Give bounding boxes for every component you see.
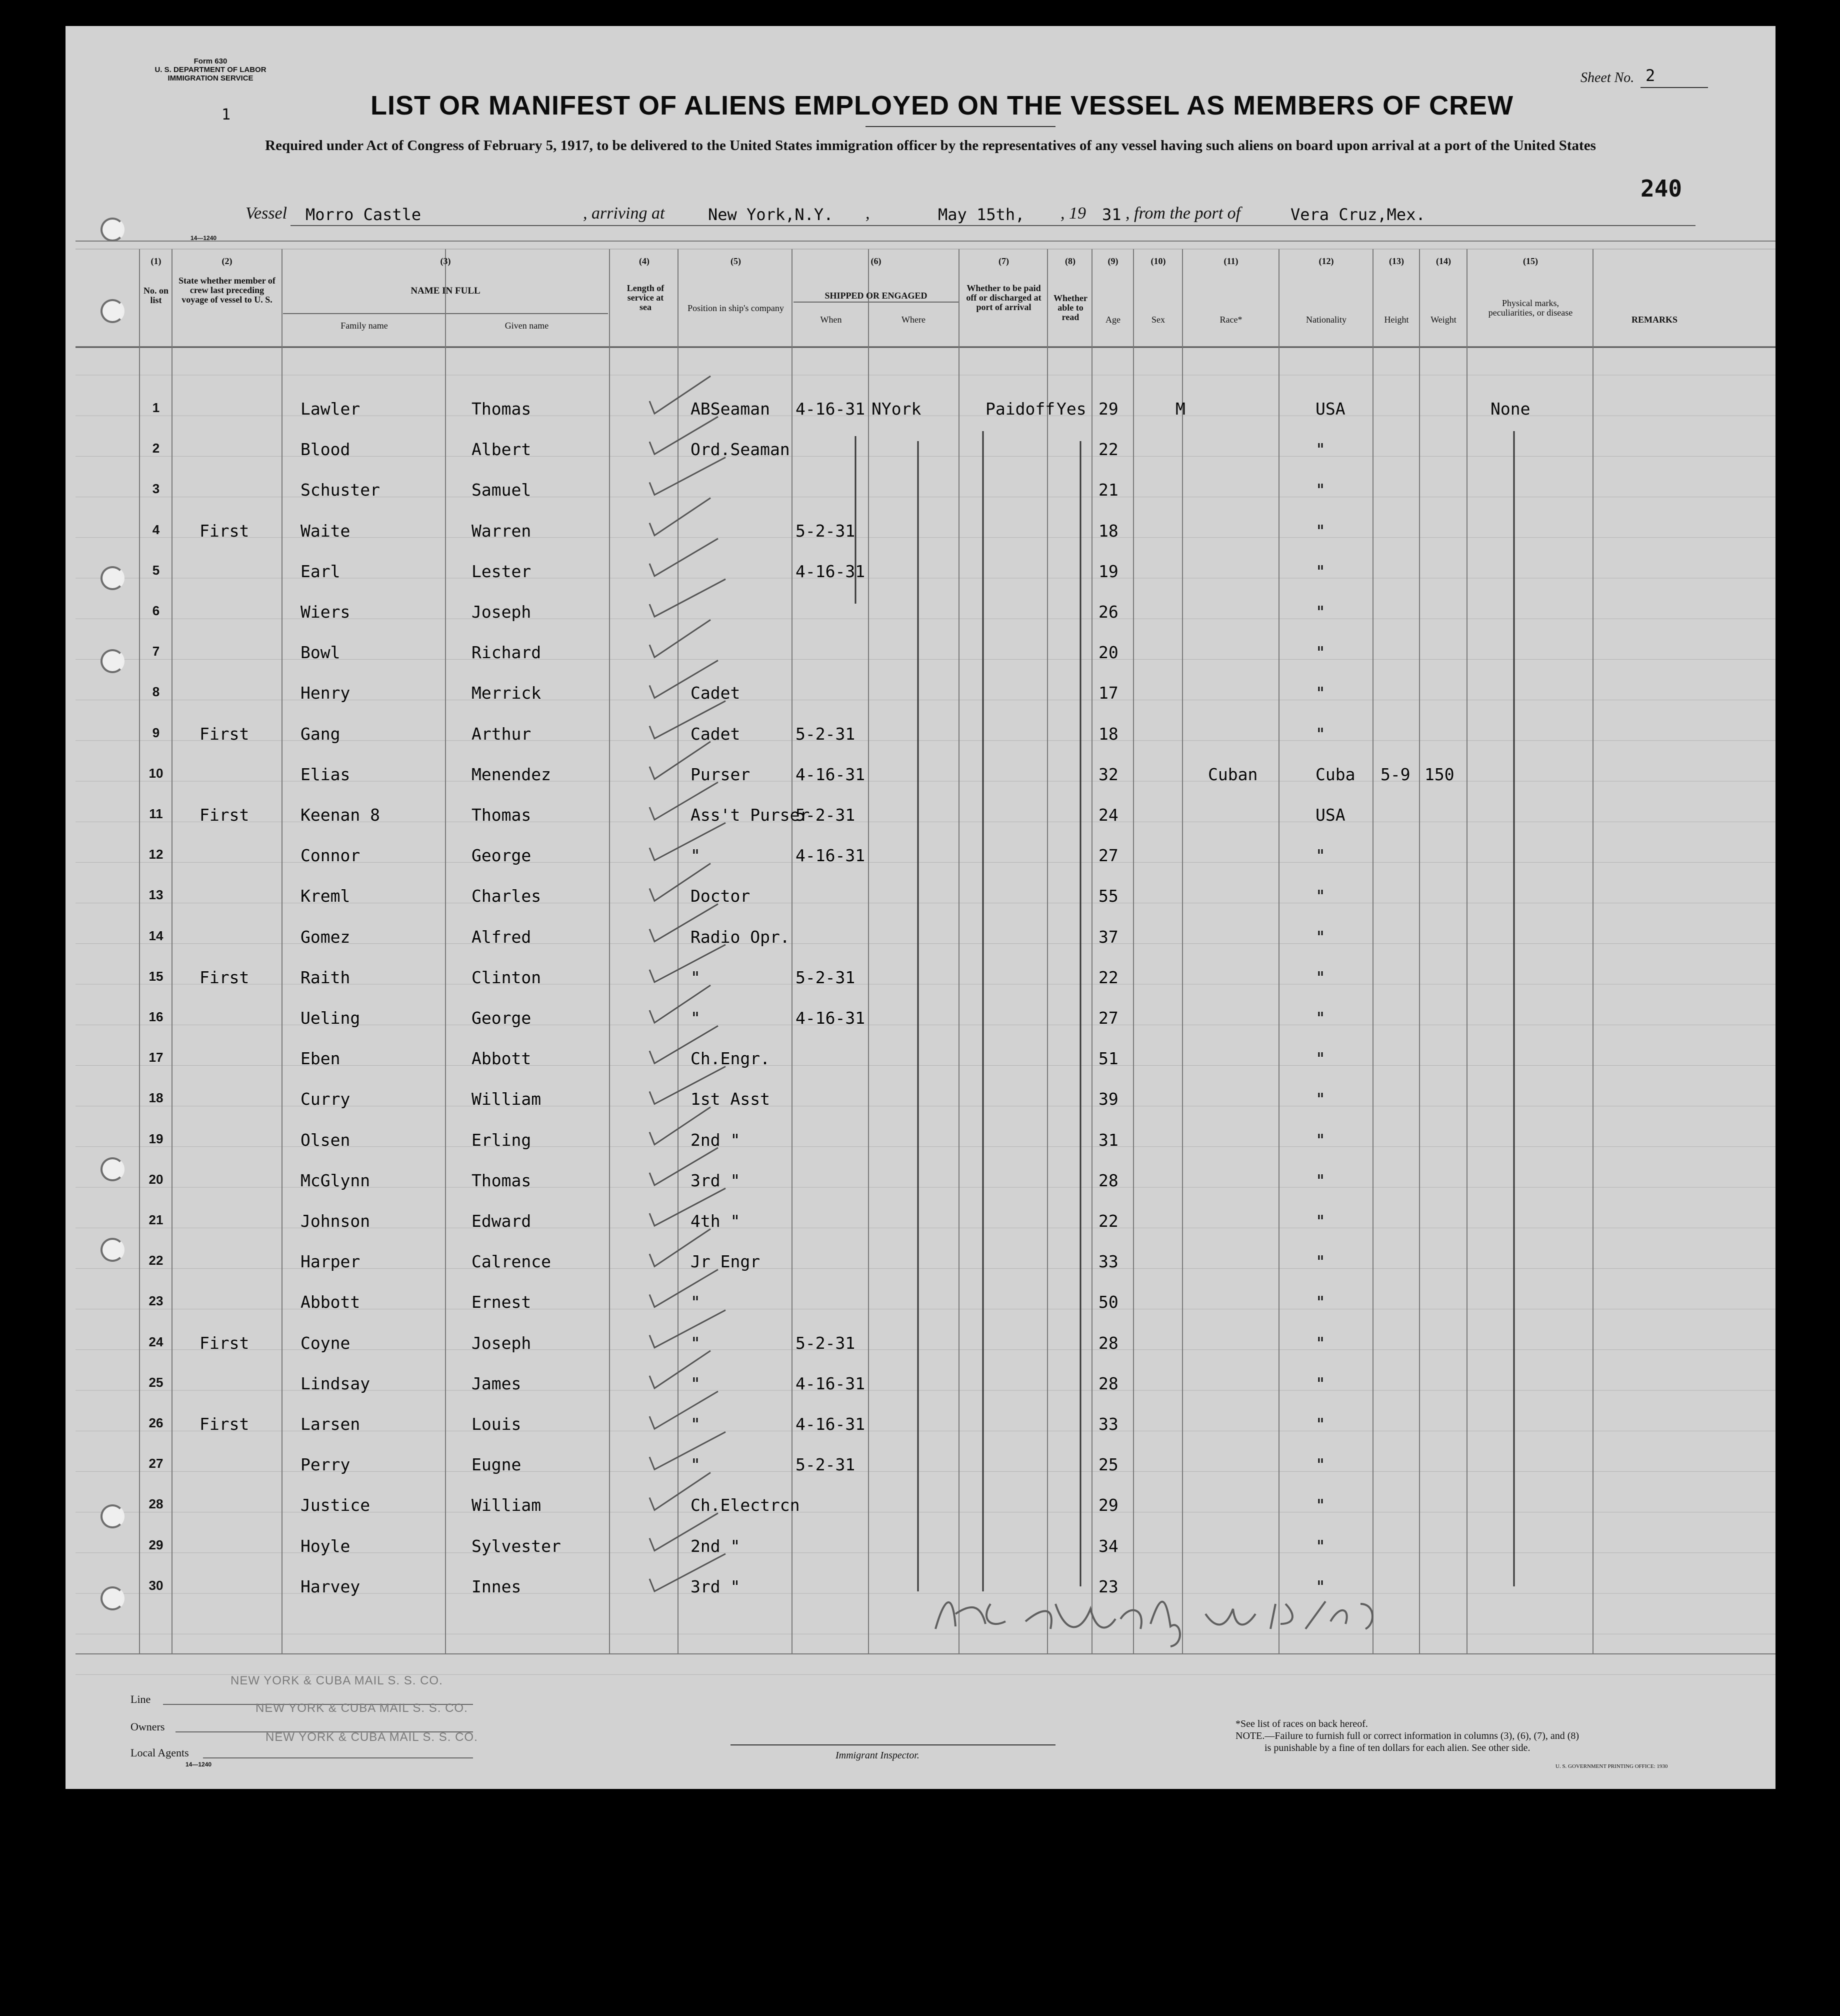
row-number: 5 bbox=[152, 562, 160, 578]
row-number: 27 bbox=[148, 1456, 164, 1471]
cell-prev: First bbox=[200, 724, 250, 744]
cell-when: 4-16-31 bbox=[796, 561, 866, 581]
row-number: 21 bbox=[148, 1212, 164, 1227]
cell-given: George bbox=[472, 1008, 532, 1028]
departure-port: Vera Cruz,Mex. bbox=[1290, 205, 1426, 224]
cell-given: Clinton bbox=[472, 967, 542, 987]
cell-family: Olsen bbox=[300, 1130, 350, 1150]
row-number: 8 bbox=[152, 684, 160, 700]
cell-age: 37 bbox=[1098, 927, 1118, 947]
sheet-number: 2 bbox=[1646, 66, 1656, 85]
punch-hole bbox=[100, 299, 124, 323]
cell-nationality: " bbox=[1316, 1089, 1326, 1109]
races-note: *See list of races on back hereof. bbox=[1236, 1718, 1368, 1729]
cell-nationality: " bbox=[1316, 1211, 1326, 1231]
cell-nationality: " bbox=[1316, 886, 1326, 906]
row-number: 15 bbox=[148, 968, 164, 984]
row-number: 12 bbox=[148, 847, 164, 862]
penalty-note: NOTE.—Failure to furnish full or correct information in columns (3), (6), (7), and (8) bbox=[1236, 1730, 1580, 1741]
crew-rows bbox=[66, 26, 1776, 1789]
col1-header: No. on list bbox=[143, 286, 168, 305]
cell-prev: First bbox=[200, 805, 250, 825]
cell-given: James bbox=[472, 1373, 522, 1393]
col11-number: (11) bbox=[1224, 256, 1238, 266]
from-port-label: , from the port of bbox=[1126, 204, 1241, 223]
manifest-sheet bbox=[66, 26, 1776, 1789]
cell-age: 22 bbox=[1098, 967, 1118, 987]
arrival-port: New York,N.Y. bbox=[708, 205, 834, 224]
cell-age: 17 bbox=[1098, 683, 1118, 703]
cell-family: Kreml bbox=[300, 886, 350, 906]
cell-position: " bbox=[690, 1373, 700, 1393]
cell-given: William bbox=[472, 1495, 542, 1515]
cell-nationality: USA bbox=[1316, 399, 1346, 419]
col6-header: SHIPPED OR ENGAGED bbox=[824, 291, 928, 301]
col7-header: Whether to be paid off or discharged at port of arrival bbox=[966, 283, 1042, 312]
cell-given: Innes bbox=[472, 1576, 522, 1596]
cell-given: Lester bbox=[472, 561, 532, 581]
cell-age: 28 bbox=[1098, 1170, 1118, 1190]
col3-header: NAME IN FULL bbox=[410, 286, 480, 296]
cell-position: Purser bbox=[690, 764, 750, 784]
punch-hole bbox=[100, 1586, 124, 1610]
cell-family: Waite bbox=[300, 521, 350, 541]
stamp-number: 240 bbox=[1640, 175, 1682, 202]
cell-nationality: USA bbox=[1316, 805, 1346, 825]
cell-prev: First bbox=[200, 1333, 250, 1353]
cell-given: Erling bbox=[472, 1130, 532, 1150]
cell-position: " bbox=[690, 1292, 700, 1312]
cell-family: Johnson bbox=[300, 1211, 370, 1231]
row-number: 6 bbox=[152, 603, 160, 618]
department-name: U. S. DEPARTMENT OF LABOR bbox=[154, 66, 266, 74]
punch-hole bbox=[100, 1504, 124, 1528]
cell-given: Thomas bbox=[472, 399, 532, 419]
cell-position: Ch.Engr. bbox=[690, 1049, 770, 1069]
cell-family: Hoyle bbox=[300, 1536, 350, 1556]
row-number: 17 bbox=[148, 1050, 164, 1065]
row-number: 2 bbox=[152, 441, 160, 456]
cell-family: Perry bbox=[300, 1455, 350, 1475]
sheet-label: Sheet No. bbox=[1580, 70, 1634, 86]
cell-family: Lawler bbox=[300, 399, 360, 419]
col12-number: (12) bbox=[1318, 256, 1334, 266]
footer-printer-code: 14—1240 bbox=[186, 1761, 212, 1768]
cell-given: Arthur bbox=[472, 724, 532, 744]
col5-number: (5) bbox=[730, 256, 741, 266]
cell-given: Richard bbox=[472, 643, 542, 663]
col8-number: (8) bbox=[1065, 256, 1076, 266]
row-number: 13 bbox=[148, 887, 164, 903]
row-number: 23 bbox=[148, 1293, 164, 1309]
cell-nationality: " bbox=[1316, 643, 1326, 663]
cell-nationality: " bbox=[1316, 724, 1326, 744]
row-number: 19 bbox=[148, 1131, 164, 1146]
cell-when: 4-16-31 bbox=[796, 1414, 866, 1434]
given-name-header: Given name bbox=[504, 321, 549, 331]
cell-given: Louis bbox=[472, 1414, 522, 1434]
form-mark: 1 bbox=[222, 106, 231, 124]
cell-position: 1st Asst bbox=[690, 1089, 770, 1109]
row-number: 25 bbox=[148, 1374, 164, 1390]
cell-where: NYork bbox=[872, 399, 922, 419]
cell-given: Menendez bbox=[472, 764, 551, 784]
cell-family: Larsen bbox=[300, 1414, 360, 1434]
cell-family: Coyne bbox=[300, 1333, 350, 1353]
cell-age: 34 bbox=[1098, 1536, 1118, 1556]
inspector-label: Immigrant Inspector. bbox=[836, 1750, 920, 1761]
cell-position: " bbox=[690, 1333, 700, 1353]
col2-number: (2) bbox=[222, 256, 232, 266]
cell-given: Albert bbox=[472, 440, 532, 460]
col6-number: (6) bbox=[870, 256, 882, 266]
signature-text bbox=[1016, 1626, 1022, 1627]
cell-nationality: " bbox=[1316, 1373, 1326, 1393]
col10-number: (10) bbox=[1150, 256, 1166, 266]
row-number: 10 bbox=[148, 765, 164, 781]
document-subtitle: Required under Act of Congress of February 5, 1917, to be delivered to the United States immigration officer by the representatives of any vessel having such aliens on board upon arrival at a port of the United States bbox=[265, 138, 1596, 154]
row-number: 9 bbox=[152, 725, 160, 740]
cell-family: Gang bbox=[300, 724, 340, 744]
cell-age: 26 bbox=[1098, 602, 1118, 622]
cell-age: 19 bbox=[1098, 561, 1118, 581]
row-number: 14 bbox=[148, 928, 164, 943]
col8-header: Whether able to read bbox=[1054, 293, 1088, 322]
cell-age: 28 bbox=[1098, 1373, 1118, 1393]
cell-age: 39 bbox=[1098, 1089, 1118, 1109]
cell-age: 33 bbox=[1098, 1414, 1118, 1434]
cell-age: 21 bbox=[1098, 480, 1118, 500]
cell-given: George bbox=[472, 846, 532, 866]
cell-age: 24 bbox=[1098, 805, 1118, 825]
printer-code: 14—1240 bbox=[190, 235, 217, 242]
cell-position: " bbox=[690, 1414, 700, 1434]
col9-number: (9) bbox=[1108, 256, 1118, 266]
cell-nationality: " bbox=[1316, 1495, 1326, 1515]
agents-underline bbox=[203, 1757, 473, 1758]
col14-header: Weight bbox=[1430, 315, 1456, 325]
row-number: 30 bbox=[148, 1577, 164, 1593]
cell-family: Gomez bbox=[300, 927, 350, 947]
cell-age: 50 bbox=[1098, 1292, 1118, 1312]
cell-family: Keenan 8 bbox=[300, 805, 380, 825]
vessel-label: Vessel bbox=[246, 204, 288, 223]
col5-header: Position in ship's company bbox=[688, 303, 784, 313]
cell-position: Doctor bbox=[690, 886, 750, 906]
row-number: 24 bbox=[148, 1334, 164, 1349]
cell-nationality: " bbox=[1316, 440, 1326, 460]
cell-when: 4-16-31 bbox=[796, 764, 866, 784]
cell-age: 32 bbox=[1098, 764, 1118, 784]
cell-age: 27 bbox=[1098, 846, 1118, 866]
cell-family: Curry bbox=[300, 1089, 350, 1109]
cell-nationality: " bbox=[1316, 521, 1326, 541]
cell-position: Cadet bbox=[690, 683, 740, 703]
cell-position: ABSeaman bbox=[690, 399, 770, 419]
cell-family: Schuster bbox=[300, 480, 380, 500]
cell-given: Calrence bbox=[472, 1252, 551, 1272]
owners-label: Owners bbox=[130, 1720, 165, 1733]
cell-nationality: " bbox=[1316, 1170, 1326, 1190]
col15-header: Physical marks, peculiarities, or disease bbox=[1488, 298, 1573, 318]
where-header: Where bbox=[902, 315, 926, 325]
cell-given: Abbott bbox=[472, 1049, 532, 1069]
year-prefix: , 19 bbox=[1060, 204, 1086, 223]
cell-position: Jr Engr bbox=[690, 1252, 760, 1272]
row-number: 16 bbox=[148, 1009, 164, 1024]
arriving-label: , arriving at bbox=[583, 204, 665, 223]
punch-hole bbox=[100, 1238, 124, 1262]
punch-hole bbox=[100, 649, 124, 673]
cell-prev: First bbox=[200, 967, 250, 987]
cell-when: 5-2-31 bbox=[796, 724, 856, 744]
row-number: 11 bbox=[149, 806, 163, 821]
col9-header: Age bbox=[1106, 315, 1120, 325]
cell-nationality: " bbox=[1316, 1008, 1326, 1028]
cell-age: 22 bbox=[1098, 1211, 1118, 1231]
arrival-date: May 15th, bbox=[938, 205, 1025, 224]
cell-marks: None bbox=[1490, 399, 1530, 419]
cell-when: 4-16-31 bbox=[796, 399, 866, 419]
printing-office: U. S. GOVERNMENT PRINTING OFFICE: 1930 bbox=[1556, 1763, 1668, 1769]
row-number: 3 bbox=[152, 481, 160, 497]
cell-family: Lindsay bbox=[300, 1373, 370, 1393]
cell-age: 55 bbox=[1098, 886, 1118, 906]
cell-family: Bowl bbox=[300, 643, 340, 663]
vessel-name: Morro Castle bbox=[306, 205, 422, 224]
col4-header: Length of service at sea bbox=[626, 283, 664, 312]
cell-given: Joseph bbox=[472, 602, 532, 622]
cell-age: 29 bbox=[1098, 1495, 1118, 1515]
row-number: 28 bbox=[148, 1496, 164, 1512]
penalty-note-2: is punishable by a fine of ten dollars for each alien. See other side. bbox=[1264, 1742, 1530, 1753]
col13-header: Height bbox=[1384, 315, 1409, 325]
cell-given: Joseph bbox=[472, 1333, 532, 1353]
cell-sex: M bbox=[1176, 399, 1186, 419]
cell-prev: First bbox=[200, 1414, 250, 1434]
cell-nationality: " bbox=[1316, 683, 1326, 703]
cell-position: Ass't Purser bbox=[690, 805, 810, 825]
remarks-header: REMARKS bbox=[1631, 315, 1678, 325]
cell-when: 4-16-31 bbox=[796, 1008, 866, 1028]
cell-nationality: " bbox=[1316, 1252, 1326, 1272]
service-name: IMMIGRATION SERVICE bbox=[168, 74, 254, 83]
col15-number: (15) bbox=[1523, 256, 1538, 266]
agents-label: Local Agents bbox=[130, 1746, 189, 1759]
cell-when: 5-2-31 bbox=[796, 967, 856, 987]
cell-given: Charles bbox=[472, 886, 542, 906]
cell-age: 29 bbox=[1098, 399, 1118, 419]
cell-when: 5-2-31 bbox=[796, 521, 856, 541]
cell-position: Ch.Electrcn bbox=[690, 1495, 800, 1515]
cell-read: Yes bbox=[1056, 399, 1086, 419]
cell-nationality: " bbox=[1316, 1292, 1326, 1312]
cell-given: Edward bbox=[472, 1211, 532, 1231]
cell-age: 51 bbox=[1098, 1049, 1118, 1069]
cell-position: " bbox=[690, 1455, 700, 1475]
cell-age: 18 bbox=[1098, 724, 1118, 744]
date-separator: , bbox=[866, 204, 870, 223]
row-number: 26 bbox=[148, 1415, 164, 1430]
cell-age: 25 bbox=[1098, 1455, 1118, 1475]
cell-given: Thomas bbox=[472, 805, 532, 825]
cell-nationality: " bbox=[1316, 967, 1326, 987]
cell-when: 4-16-31 bbox=[796, 1373, 866, 1393]
cell-position: 2nd " bbox=[690, 1130, 740, 1150]
row-number: 1 bbox=[152, 400, 160, 415]
col3-number: (3) bbox=[440, 256, 451, 266]
cell-position: Radio Opr. bbox=[690, 927, 790, 947]
cell-given: Eugne bbox=[472, 1455, 522, 1475]
col12-header: Nationality bbox=[1306, 315, 1346, 325]
cell-prev: First bbox=[200, 521, 250, 541]
cell-when: 5-2-31 bbox=[796, 805, 856, 825]
cell-family: Raith bbox=[300, 967, 350, 987]
arrival-year: 31 bbox=[1102, 205, 1122, 224]
punch-hole bbox=[100, 218, 124, 242]
col11-header: Race* bbox=[1220, 315, 1242, 325]
cell-nationality: " bbox=[1316, 846, 1326, 866]
company-stamp-1: NEW YORK & CUBA MAIL S. S. CO. bbox=[230, 1674, 443, 1687]
punch-hole bbox=[100, 566, 124, 590]
cell-family: Harper bbox=[300, 1252, 360, 1272]
cell-age: 28 bbox=[1098, 1333, 1118, 1353]
cell-position: 4th " bbox=[690, 1211, 740, 1231]
cell-position: 2nd " bbox=[690, 1536, 740, 1556]
col10-header: Sex bbox=[1152, 315, 1165, 325]
row-number: 18 bbox=[148, 1090, 164, 1106]
cell-age: 27 bbox=[1098, 1008, 1118, 1028]
col13-number: (13) bbox=[1389, 256, 1404, 266]
cell-family: McGlynn bbox=[300, 1170, 370, 1190]
cell-when: 4-16-31 bbox=[796, 846, 866, 866]
row-number: 7 bbox=[152, 644, 160, 659]
cell-nationality: " bbox=[1316, 1455, 1326, 1475]
cell-age: 20 bbox=[1098, 643, 1118, 663]
cell-given: Thomas bbox=[472, 1170, 532, 1190]
cell-position: 3rd " bbox=[690, 1170, 740, 1190]
cell-given: William bbox=[472, 1089, 542, 1109]
cell-nationality: " bbox=[1316, 561, 1326, 581]
cell-nationality: " bbox=[1316, 1049, 1326, 1069]
cell-family: Elias bbox=[300, 764, 350, 784]
row-number: 20 bbox=[148, 1171, 164, 1187]
cell-nationality: " bbox=[1316, 1130, 1326, 1150]
line-label: Line bbox=[130, 1693, 151, 1705]
cell-nationality: Cuba bbox=[1316, 764, 1356, 784]
cell-family: Henry bbox=[300, 683, 350, 703]
cell-position: " bbox=[690, 846, 700, 866]
inspector-signature-line bbox=[730, 1744, 1056, 1745]
when-header: When bbox=[820, 315, 842, 325]
document-title: LIST OR MANIFEST OF ALIENS EMPLOYED ON THE VESSEL AS MEMBERS OF CREW bbox=[370, 91, 1514, 121]
cell-nationality: " bbox=[1316, 1576, 1326, 1596]
cell-position: 3rd " bbox=[690, 1576, 740, 1596]
form-number: Form 630 bbox=[194, 57, 228, 66]
row-number: 22 bbox=[148, 1253, 164, 1268]
punch-hole bbox=[100, 1157, 124, 1181]
col7-number: (7) bbox=[998, 256, 1009, 266]
company-stamp-3: NEW YORK & CUBA MAIL S. S. CO. bbox=[266, 1730, 478, 1744]
family-name-header: Family name bbox=[340, 321, 388, 331]
cell-nationality: " bbox=[1316, 602, 1326, 622]
cell-family: Connor bbox=[300, 846, 360, 866]
cell-age: 33 bbox=[1098, 1252, 1118, 1272]
cell-given: Alfred bbox=[472, 927, 532, 947]
cell-nationality: " bbox=[1316, 1333, 1326, 1353]
cell-family: Harvey bbox=[300, 1576, 360, 1596]
cell-race: Cuban bbox=[1208, 764, 1258, 784]
cell-nationality: " bbox=[1316, 480, 1326, 500]
cell-weight: 150 bbox=[1424, 764, 1454, 784]
cell-age: 18 bbox=[1098, 521, 1118, 541]
cell-given: Samuel bbox=[472, 480, 532, 500]
inspector-signature-image bbox=[926, 1574, 1400, 1649]
col2-header: State whether member of crew last preceding voyage of vessel to U. S. bbox=[178, 276, 276, 305]
cell-age: 23 bbox=[1098, 1576, 1118, 1596]
cell-nationality: " bbox=[1316, 927, 1326, 947]
cell-family: Eben bbox=[300, 1049, 340, 1069]
cell-when: 5-2-31 bbox=[796, 1455, 856, 1475]
cell-family: Wiers bbox=[300, 602, 350, 622]
cell-given: Merrick bbox=[472, 683, 542, 703]
cell-position: " bbox=[690, 1008, 700, 1028]
cell-given: Sylvester bbox=[472, 1536, 561, 1556]
cell-position: Ord.Seaman bbox=[690, 440, 790, 460]
cell-given: Ernest bbox=[472, 1292, 532, 1312]
cell-given: Warren bbox=[472, 521, 532, 541]
col4-number: (4) bbox=[639, 256, 650, 266]
cell-family: Ueling bbox=[300, 1008, 360, 1028]
company-stamp-2: NEW YORK & CUBA MAIL S. S. CO. bbox=[256, 1701, 468, 1715]
cell-age: 31 bbox=[1098, 1130, 1118, 1150]
cell-position: Cadet bbox=[690, 724, 740, 744]
cell-nationality: " bbox=[1316, 1414, 1326, 1434]
cell-family: Abbott bbox=[300, 1292, 360, 1312]
col1-number: (1) bbox=[150, 256, 162, 266]
row-number: 29 bbox=[148, 1537, 164, 1552]
cell-family: Justice bbox=[300, 1495, 370, 1515]
cell-family: Blood bbox=[300, 440, 350, 460]
cell-nationality: " bbox=[1316, 1536, 1326, 1556]
cell-family: Earl bbox=[300, 561, 340, 581]
row-number: 4 bbox=[152, 522, 160, 537]
cell-height: 5-9 bbox=[1380, 764, 1410, 784]
cell-when: 5-2-31 bbox=[796, 1333, 856, 1353]
cell-paid: Paidoff bbox=[986, 399, 1056, 419]
col14-number: (14) bbox=[1436, 256, 1451, 266]
cell-position: " bbox=[690, 967, 700, 987]
cell-age: 22 bbox=[1098, 440, 1118, 460]
